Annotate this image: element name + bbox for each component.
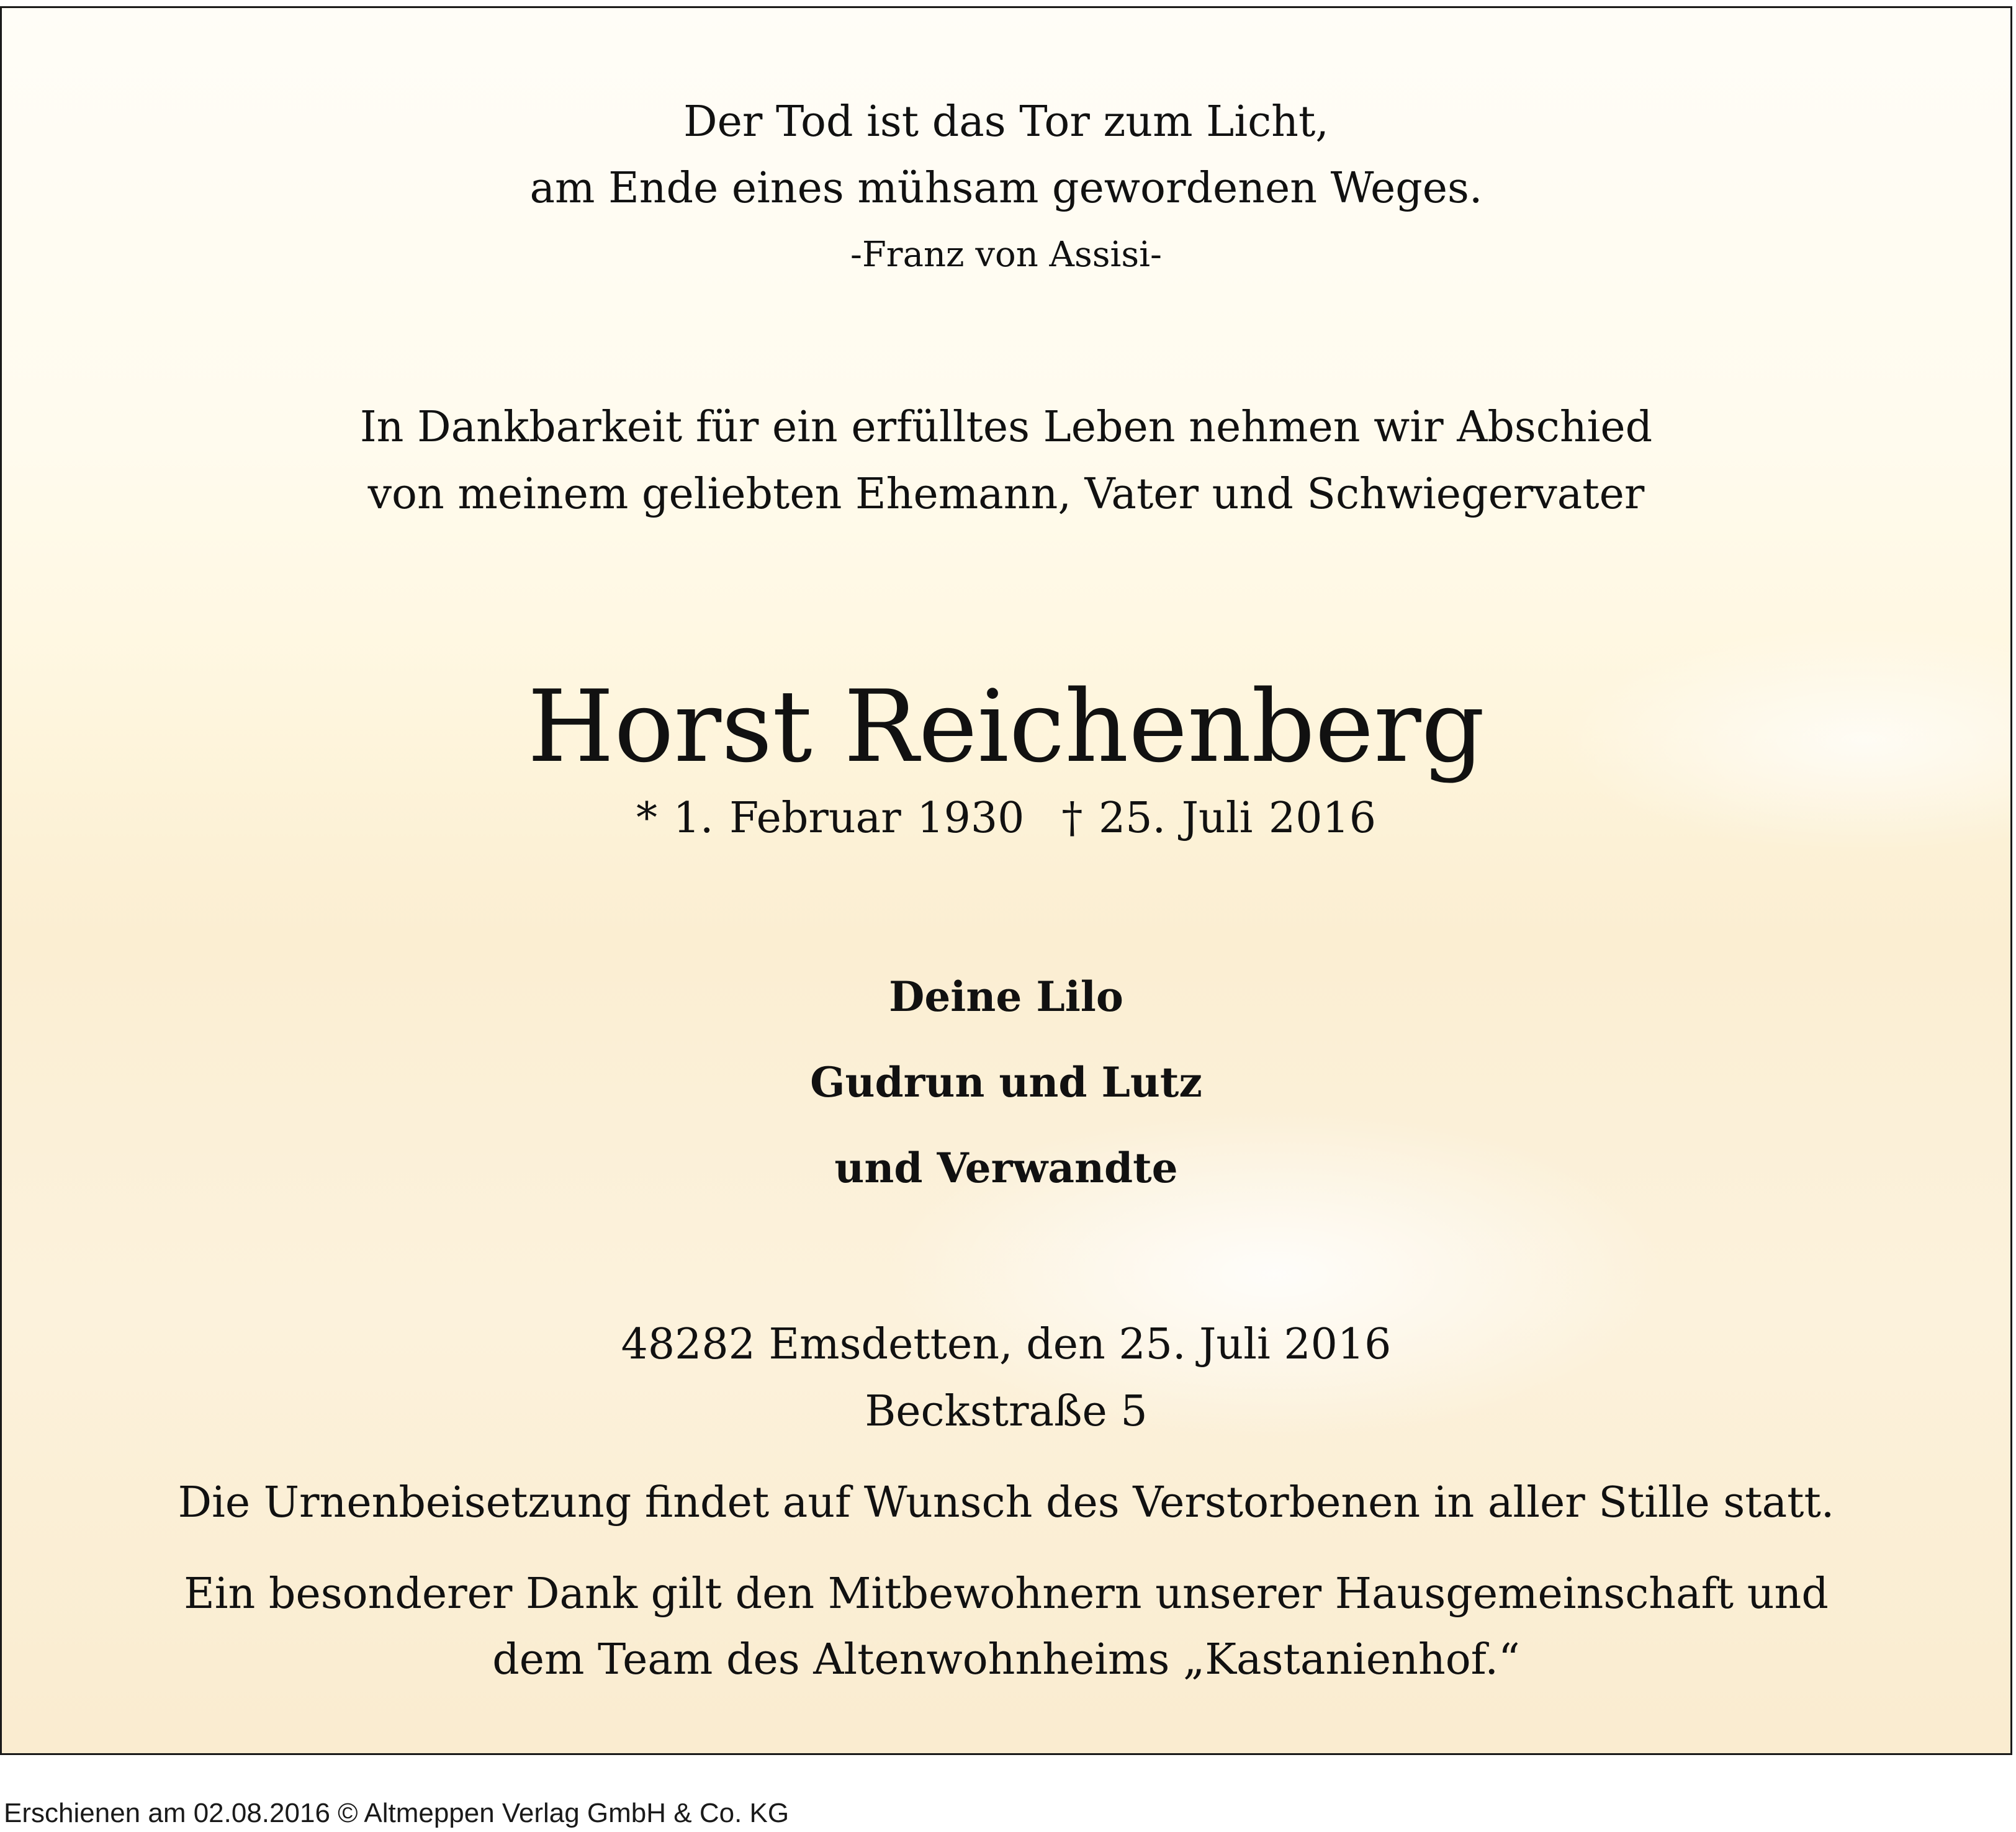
burial-note: Die Urnenbeisetzung findet auf Wunsch des Verstorbenen in aller Stille statt. [178, 1478, 1835, 1527]
family-line-3: und Verwandte [834, 1144, 1178, 1192]
quote-line-1: Der Tod ist das Tor zum Licht, [683, 97, 1329, 146]
thanks-line-1: Ein besonderer Dank gilt den Mitbewohnern unserer Hausgemeinschaft und [184, 1569, 1829, 1619]
intro-line-2: von meinem geliebten Ehemann, Vater und Schwiegervater [367, 470, 1645, 519]
deceased-name: Horst Reichenberg [527, 668, 1485, 784]
quote-line-2: am Ende eines mühsam gewordenen Weges. [529, 164, 1483, 213]
intro-line-1: In Dankbarkeit für ein erfülltes Leben nehmen wir Abschied [359, 403, 1653, 452]
family-line-2: Gudrun und Lutz [810, 1058, 1202, 1107]
address-line-2: Beckstraße 5 [865, 1387, 1148, 1436]
death-date: † 25. Juli 2016 [1061, 794, 1376, 843]
address-line-1: 48282 Emsdetten, den 25. Juli 2016 [621, 1320, 1392, 1369]
quote-author: -Franz von Assisi- [850, 235, 1162, 275]
obituary-notice [0, 6, 2012, 1755]
birth-date: * 1. Februar 1930 [636, 794, 1025, 843]
life-dates [2, 794, 2010, 843]
publication-footer: Erschienen am 02.08.2016 © Altmeppen Verlag GmbH & Co. KG [4, 1798, 790, 1828]
family-line-1: Deine Lilo [889, 972, 1123, 1021]
thanks-line-2: dem Team des Altenwohnheims „Kastanienhof.“ [492, 1635, 1520, 1684]
